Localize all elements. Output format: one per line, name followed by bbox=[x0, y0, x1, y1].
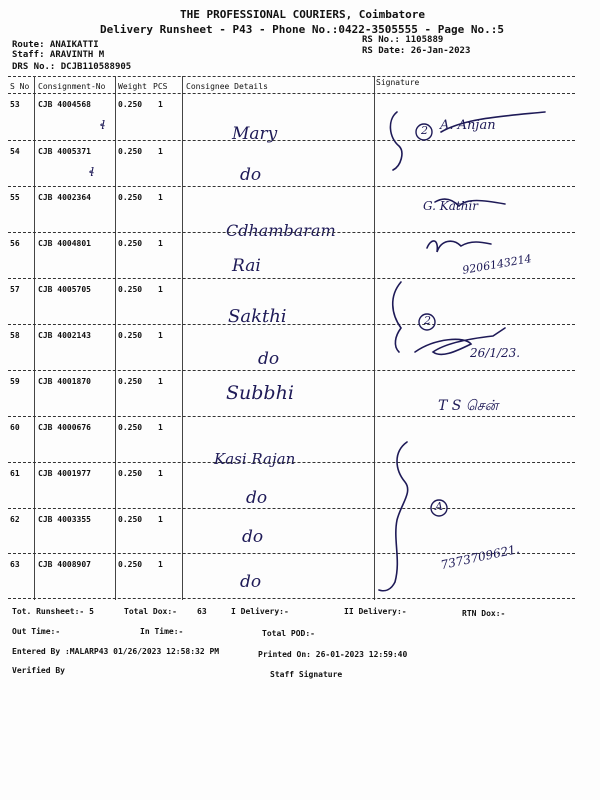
row-consignee: Cdhambaram bbox=[226, 221, 336, 240]
header-consignee: Consignee Details bbox=[186, 82, 268, 91]
row-weight: 0.250 bbox=[118, 147, 143, 156]
bracket-stroke bbox=[393, 282, 401, 352]
row-consignment: CJB 4004801 bbox=[38, 239, 91, 248]
row-sno: 54 bbox=[10, 147, 20, 156]
row-weight: 0.250 bbox=[118, 285, 143, 294]
row-pcs: 1 bbox=[158, 377, 163, 386]
rtn-dox-label: RTN Dox:- bbox=[462, 609, 506, 618]
row-consignment: CJB 4002143 bbox=[38, 331, 91, 340]
tot-runsheet: Tot. Runsheet:- 5 bbox=[12, 607, 94, 616]
row-pcs: 1 bbox=[158, 469, 163, 478]
signature-text: G. Kathir bbox=[423, 199, 479, 213]
row-weight: 0.250 bbox=[118, 560, 143, 569]
col-divider bbox=[115, 76, 116, 600]
in-time-label: In Time:- bbox=[140, 627, 184, 636]
handwritten-signatures bbox=[375, 90, 600, 600]
col-divider bbox=[182, 76, 183, 600]
row-consignment: CJB 4005705 bbox=[38, 285, 91, 294]
row-pcs: 1 bbox=[158, 193, 163, 202]
row-consignee: Kasi Rajan bbox=[214, 450, 296, 468]
row-consignee: Rai bbox=[232, 256, 261, 276]
header-pcs: PCS bbox=[153, 82, 168, 91]
circled-mark-text: 2 bbox=[421, 124, 428, 137]
row-consignment: CJB 4008907 bbox=[38, 560, 91, 569]
row-weight: 0.250 bbox=[118, 331, 143, 340]
row-sno: 61 bbox=[10, 469, 20, 478]
staff-signature: Staff Signature bbox=[270, 670, 343, 679]
i-delivery-label: I Delivery:- bbox=[231, 607, 289, 616]
phone-number: 9206143214 bbox=[461, 252, 533, 277]
total-pod-label: Total POD:- bbox=[262, 629, 315, 638]
rs-no-label: RS No.: 1105889 bbox=[362, 35, 444, 45]
row-consignee: Mary bbox=[232, 124, 278, 144]
row-pcs: 1 bbox=[158, 285, 163, 294]
tick-mark-icon: ɬ bbox=[100, 118, 106, 132]
col-divider bbox=[34, 76, 35, 600]
row-consignee: Sakthi bbox=[228, 306, 287, 327]
row-sno: 58 bbox=[10, 331, 20, 340]
row-consignment: CJB 4003355 bbox=[38, 515, 91, 524]
row-consignee: do bbox=[240, 572, 262, 592]
row-pcs: 1 bbox=[158, 515, 163, 524]
header-sno: S No bbox=[10, 82, 30, 91]
brace-stroke bbox=[379, 442, 408, 591]
phone-number: 7373709621. bbox=[439, 541, 521, 573]
circled-mark-text: 2 bbox=[424, 314, 431, 327]
row-pcs: 1 bbox=[158, 560, 163, 569]
row-sno: 55 bbox=[10, 193, 20, 202]
row-weight: 0.250 bbox=[118, 377, 143, 386]
row-sno: 63 bbox=[10, 560, 20, 569]
row-consignee: do bbox=[242, 527, 264, 547]
row-weight: 0.250 bbox=[118, 423, 143, 432]
total-dox-value: 63 bbox=[197, 607, 207, 616]
row-consignment: CJB 4002364 bbox=[38, 193, 91, 202]
row-consignment: CJB 4000676 bbox=[38, 423, 91, 432]
row-pcs: 1 bbox=[158, 100, 163, 109]
entered-by: Entered By :MALARP43 01/26/2023 12:58:32 PM bbox=[12, 647, 220, 656]
out-time-label: Out Time:- bbox=[12, 627, 61, 636]
signature-text: A. Anjan bbox=[440, 118, 496, 133]
row-sno: 60 bbox=[10, 423, 20, 432]
row-weight: 0.250 bbox=[118, 100, 143, 109]
tick-mark-icon: ɬ bbox=[89, 165, 95, 179]
row-sno: 62 bbox=[10, 515, 20, 524]
row-consignment: CJB 4001870 bbox=[38, 377, 91, 386]
header-consignment: Consignment-No bbox=[38, 82, 106, 91]
table-top-rule bbox=[8, 76, 575, 77]
row-weight: 0.250 bbox=[118, 515, 143, 524]
staff-label: Staff: ARAVINTH M bbox=[12, 50, 105, 60]
row-weight: 0.250 bbox=[118, 469, 143, 478]
circled-mark-text: A bbox=[435, 500, 443, 513]
row-consignment: CJB 4005371 bbox=[38, 147, 91, 156]
ii-delivery-label: II Delivery:- bbox=[344, 607, 407, 616]
row-sno: 56 bbox=[10, 239, 20, 248]
signature-text: T S சென் bbox=[438, 398, 499, 414]
runsheet-subtitle: Delivery Runsheet - P43 - Phone No.:0422-3505555 - Page No.:5 bbox=[100, 23, 504, 36]
row-weight: 0.250 bbox=[118, 239, 143, 248]
row-consignee: do bbox=[258, 349, 280, 369]
bracket-stroke bbox=[390, 112, 401, 170]
row-consignee: do bbox=[246, 488, 268, 508]
row-pcs: 1 bbox=[158, 331, 163, 340]
signature-date: 26/1/23. bbox=[470, 346, 521, 360]
rs-date-label: RS Date: 26-Jan-2023 bbox=[362, 46, 471, 56]
row-consignment: CJB 4004568 bbox=[38, 100, 91, 109]
company-title: THE PROFESSIONAL COURIERS, Coimbatore bbox=[180, 8, 426, 21]
row-consignee: Subbhi bbox=[226, 382, 294, 404]
row-sno: 59 bbox=[10, 377, 20, 386]
row-weight: 0.250 bbox=[118, 193, 143, 202]
row-sno: 53 bbox=[10, 100, 20, 109]
scribble-stroke bbox=[427, 241, 491, 252]
drs-label: DRS No.: DCJB110588905 bbox=[12, 62, 132, 72]
row-pcs: 1 bbox=[158, 239, 163, 248]
row-pcs: 1 bbox=[158, 147, 163, 156]
route-label: Route: ANAIKATTI bbox=[12, 40, 99, 50]
row-consignment: CJB 4001977 bbox=[38, 469, 91, 478]
verified-by: Verified By bbox=[12, 666, 65, 675]
total-dox-label: Total Dox:- bbox=[124, 607, 177, 616]
row-sno: 57 bbox=[10, 285, 20, 294]
printed-on: Printed On: 26-01-2023 12:59:40 bbox=[258, 650, 408, 659]
header-weight: Weight bbox=[118, 82, 147, 91]
row-pcs: 1 bbox=[158, 423, 163, 432]
header-signature: Signature bbox=[376, 78, 420, 87]
row-consignee: do bbox=[240, 165, 262, 185]
